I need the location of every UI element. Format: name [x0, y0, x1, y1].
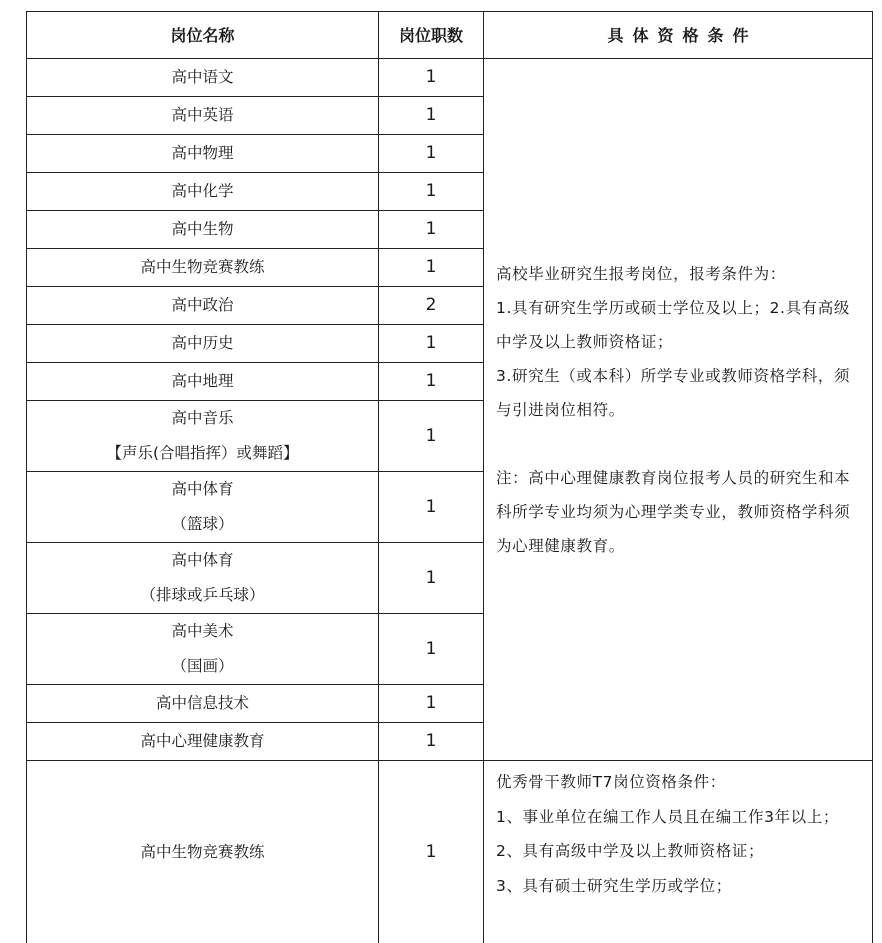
position-name: 高中生物	[27, 211, 379, 249]
position-count: 1	[379, 472, 484, 543]
position-name: 高中美术	[171, 622, 233, 640]
position-count: 2	[379, 287, 484, 325]
position-count: 1	[379, 401, 484, 472]
position-name: 高中心理健康教育	[27, 723, 379, 761]
position-count: 1	[379, 211, 484, 249]
position-name-cell	[27, 614, 379, 685]
requirements-cell	[484, 59, 873, 761]
position-subtitle: （国画）	[27, 657, 378, 676]
position-subtitle: （排球或乒乓球）	[27, 586, 378, 605]
position-name: 高中化学	[27, 173, 379, 211]
position-count: 1	[379, 173, 484, 211]
position-name: 高中体育	[171, 480, 233, 498]
position-count: 1	[379, 249, 484, 287]
position-name-cell	[27, 472, 379, 543]
requirements-intro: 优秀骨干教师T7岗位资格条件：	[496, 765, 858, 800]
table-row	[27, 761, 873, 943]
header-row	[27, 12, 873, 59]
requirements-item-2: 2、具有高级中学及以上教师资格证；	[496, 834, 858, 869]
position-name: 高中信息技术	[27, 685, 379, 723]
position-name: 高中地理	[27, 363, 379, 401]
position-name-cell	[27, 401, 379, 472]
position-count: 1	[379, 614, 484, 685]
position-name: 高中生物竞赛教练	[27, 761, 379, 943]
requirements-item-2: 3.研究生（或本科）所学专业或教师资格学科，须与引进岗位相符。	[496, 359, 858, 427]
position-count: 1	[379, 59, 484, 97]
position-count: 1	[379, 761, 484, 943]
position-name: 高中语文	[27, 59, 379, 97]
position-name: 高中物理	[27, 135, 379, 173]
requirements-item-1: 1.具有研究生学历或硕士学位及以上；2.具有高级中学及以上教师资格证；	[496, 291, 858, 359]
requirements-item-1: 1、事业单位在编工作人员且在编工作3年以上；	[496, 800, 858, 835]
requirements-note: 注：高中心理健康教育岗位报考人员的研究生和本科所学专业均须为心理学类专业，教师资格学科须为心理健康教育。	[496, 461, 858, 563]
position-count: 1	[379, 325, 484, 363]
position-name: 高中英语	[27, 97, 379, 135]
position-count: 1	[379, 723, 484, 761]
position-name: 高中历史	[27, 325, 379, 363]
position-name: 高中体育	[171, 551, 233, 569]
position-name: 高中生物竞赛教练	[27, 249, 379, 287]
position-count: 1	[379, 543, 484, 614]
position-subtitle: （篮球）	[27, 515, 378, 534]
requirements-cell	[484, 761, 873, 943]
position-count: 1	[379, 685, 484, 723]
position-name: 高中音乐	[171, 409, 233, 427]
position-count: 1	[379, 135, 484, 173]
position-subtitle: 【声乐(合唱指挥）或舞蹈】	[27, 444, 378, 463]
header-count: 岗位职数	[379, 12, 484, 59]
position-name-cell	[27, 543, 379, 614]
header-position: 岗位名称	[27, 12, 379, 59]
position-count: 1	[379, 363, 484, 401]
recruitment-table	[26, 11, 873, 943]
position-name: 高中政治	[27, 287, 379, 325]
header-requirements: 具体资格条件	[484, 12, 873, 59]
position-count: 1	[379, 97, 484, 135]
requirements-intro: 高校毕业研究生报考岗位，报考条件为：	[496, 257, 858, 291]
requirements-item-3: 3、具有硕士研究生学历或学位；	[496, 869, 858, 904]
table-row	[27, 59, 873, 97]
